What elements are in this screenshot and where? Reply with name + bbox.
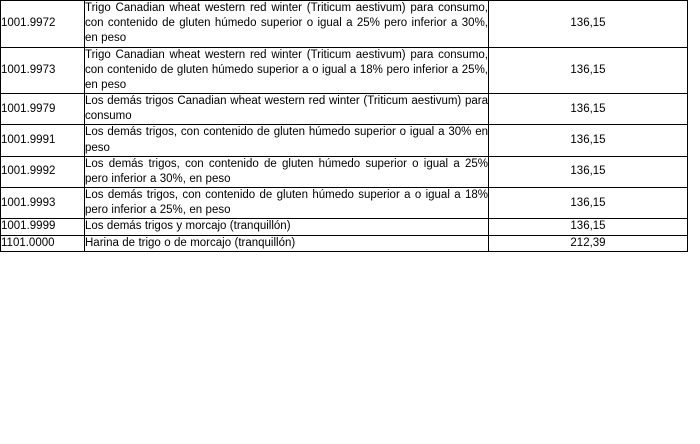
cell-code: 1001.9979: [1, 94, 85, 125]
cell-description: Los demás trigos Canadian wheat western red winter (Triticum aestivum) para consumo: [85, 94, 489, 125]
cell-code: 1001.9973: [1, 47, 85, 94]
cell-description: Los demás trigos, con contenido de gluten húmedo superior o igual a 30% en peso: [85, 125, 489, 156]
table-row: [1, 219, 688, 235]
cell-code: 1001.9992: [1, 156, 85, 187]
cell-code: 1001.9972: [1, 1, 85, 48]
cell-code: 1001.9999: [1, 219, 85, 235]
cell-value: 136,15: [489, 1, 688, 48]
cell-value: 136,15: [489, 188, 688, 219]
cell-value: 212,39: [489, 235, 688, 251]
cell-code: 1001.9991: [1, 125, 85, 156]
cell-description: Trigo Canadian wheat western red winter (Triticum aestivum) para consumo, con contenido de gluten húmedo superior o igual a 25% pero inferior a 30%, en peso: [85, 1, 489, 48]
cell-value: 136,15: [489, 47, 688, 94]
cell-description: Los demás trigos, con contenido de gluten húmedo superior a o igual a 18% pero inferior a 25%, en peso: [85, 188, 489, 219]
cell-description: Trigo Canadian wheat western red winter (Triticum aestivum) para consumo, con contenido de gluten húmedo superior a o igual a 18% pero inferior a 25%, en peso: [85, 47, 489, 94]
cell-value: 136,15: [489, 219, 688, 235]
cell-description: Harina de trigo o de morcajo (tranquillón): [85, 235, 489, 251]
cell-value: 136,15: [489, 125, 688, 156]
cell-description: Los demás trigos, con contenido de gluten húmedo superior o igual a 25% pero inferior a 30%, en peso: [85, 156, 489, 187]
table-row: [1, 188, 688, 219]
table-row: [1, 235, 688, 251]
table-row: [1, 47, 688, 94]
cell-description: Los demás trigos y morcajo (tranquillón): [85, 219, 489, 235]
table-row: [1, 1, 688, 48]
table-row: [1, 125, 688, 156]
cell-value: 136,15: [489, 156, 688, 187]
table-row: [1, 156, 688, 187]
cell-code: 1101.0000: [1, 235, 85, 251]
table-row: [1, 94, 688, 125]
cell-code: 1001.9993: [1, 188, 85, 219]
cell-value: 136,15: [489, 94, 688, 125]
table-body: [1, 1, 688, 252]
